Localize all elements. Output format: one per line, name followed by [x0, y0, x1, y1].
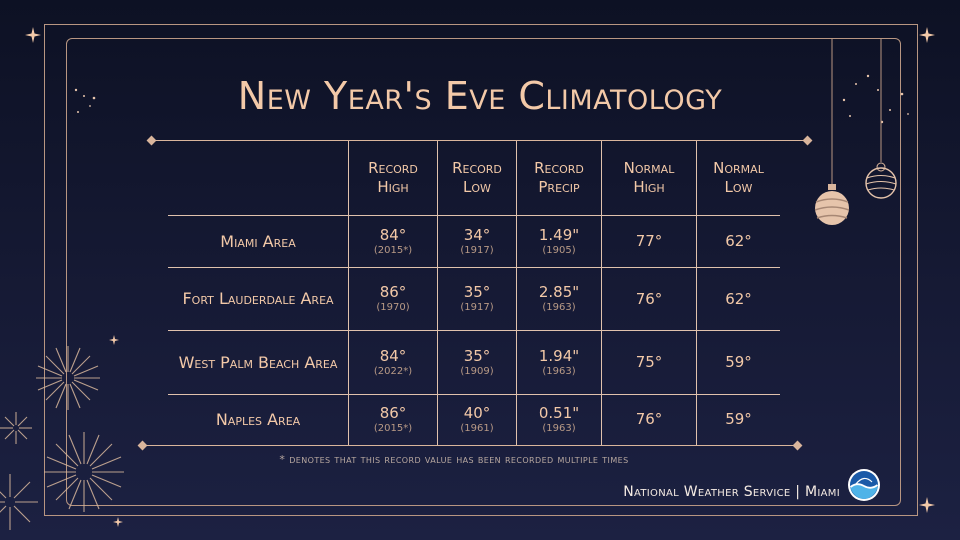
column-header-normal-low: Normal Low	[697, 141, 781, 216]
normal-low-cell: 62°	[697, 216, 781, 268]
record-low-cell: 35° (1917)	[438, 268, 517, 331]
record-high-cell: 86° (1970)	[349, 268, 438, 331]
record-high-cell: 86° (2015*)	[349, 395, 438, 445]
record-low-cell: 34° (1917)	[438, 216, 517, 268]
column-header-area	[168, 141, 349, 216]
record-low-cell: 35° (1909)	[438, 331, 517, 395]
record-precip-cell: 1.49" (1905)	[517, 216, 602, 268]
ornament-icon	[808, 38, 858, 228]
record-precip-cell: 2.85" (1963)	[517, 268, 602, 331]
normal-high-cell: 76°	[602, 268, 697, 331]
sparkle-icon	[918, 496, 936, 514]
ornament-icon	[862, 38, 902, 204]
column-header-record-precip: Record Precip	[517, 141, 602, 216]
normal-high-cell: 77°	[602, 216, 697, 268]
record-precip-cell: 1.94" (1963)	[517, 331, 602, 395]
normal-high-cell: 76°	[602, 395, 697, 445]
fireworks-icon	[0, 332, 140, 540]
footnote: * denotes that this record value has been recorded multiple times	[279, 453, 629, 466]
area-name: Fort Lauderdale Area	[168, 268, 349, 331]
record-high-cell: 84° (2022*)	[349, 331, 438, 395]
record-low-cell: 40° (1961)	[438, 395, 517, 445]
sparkle-icon	[918, 26, 936, 44]
table-row	[168, 331, 780, 395]
table-row	[168, 395, 780, 445]
climatology-table	[168, 141, 780, 445]
normal-high-cell: 75°	[602, 331, 697, 395]
page-title: New Year's Eve Climatology	[237, 74, 723, 118]
noaa-logo-icon	[847, 468, 881, 502]
normal-low-cell: 59°	[697, 331, 781, 395]
area-name: Miami Area	[168, 216, 349, 268]
normal-low-cell: 59°	[697, 395, 781, 445]
column-header-record-high: Record High	[349, 141, 438, 216]
bottom-rule	[143, 445, 800, 446]
column-header-normal-high: Normal High	[602, 141, 697, 216]
column-header-record-low: Record Low	[438, 141, 517, 216]
record-precip-cell: 0.51" (1963)	[517, 395, 602, 445]
table-row	[168, 216, 780, 268]
record-high-cell: 84° (2015*)	[349, 216, 438, 268]
table-row	[168, 268, 780, 331]
sparkle-icon	[24, 26, 42, 44]
table-header-row	[168, 141, 780, 216]
normal-low-cell: 62°	[697, 268, 781, 331]
area-name: Naples Area	[215, 409, 301, 429]
agency-brand: National Weather Service | Miami	[623, 484, 840, 500]
area-name: West Palm Beach Area	[168, 331, 349, 395]
